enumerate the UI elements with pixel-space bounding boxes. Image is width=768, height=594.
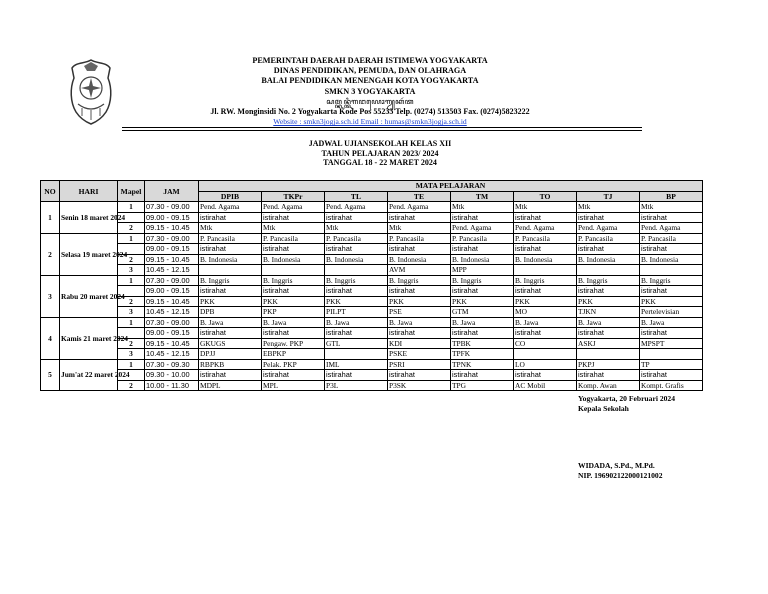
- subject-cell: GKUGS: [199, 338, 262, 349]
- subject-cell: istirahat: [325, 328, 388, 339]
- program-header-tj: TJ: [577, 191, 640, 202]
- subject-cell: P. Pancasila: [514, 233, 577, 244]
- table-row: [41, 349, 703, 360]
- subject-cell: CO: [514, 338, 577, 349]
- signature-name: WIDADA, S.Pd., M.Pd.: [578, 461, 655, 470]
- subject-cell: LO: [514, 359, 577, 370]
- time-slot: 07.30 - 09.00: [145, 317, 199, 328]
- break-row: [41, 286, 703, 297]
- subject-cell: MPP: [451, 265, 514, 276]
- program-header-to: TO: [514, 191, 577, 202]
- subject-cell: Mtk: [577, 202, 640, 213]
- subject-cell: B. Jawa: [577, 317, 640, 328]
- subject-cell: [514, 349, 577, 360]
- subject-cell: istirahat: [388, 244, 451, 255]
- subject-cell: B. Indonesia: [199, 254, 262, 265]
- subject-cell: istirahat: [262, 244, 325, 255]
- time-slot: 09.15 - 10.45: [145, 338, 199, 349]
- signature-block: [578, 394, 675, 414]
- time-slot: 07.30 - 09.30: [145, 359, 199, 370]
- time-slot: 10.45 - 12.15: [145, 307, 199, 318]
- header-mapel: Mapel: [118, 181, 145, 202]
- time-slot: 09.00 - 09.15: [145, 212, 199, 223]
- program-header-tm: TM: [451, 191, 514, 202]
- subject-cell: B. Jawa: [640, 317, 703, 328]
- subject-cell: GTM: [451, 307, 514, 318]
- subject-cell: istirahat: [262, 286, 325, 297]
- subject-cell: Pend. Agama: [451, 223, 514, 234]
- subject-cell: istirahat: [388, 212, 451, 223]
- subject-cell: istirahat: [514, 370, 577, 381]
- subject-cell: [262, 265, 325, 276]
- subject-cell: istirahat: [577, 328, 640, 339]
- subject-cell: [199, 265, 262, 276]
- subject-cell: PKK: [577, 296, 640, 307]
- subject-cell: P. Pancasila: [640, 233, 703, 244]
- table-row: [41, 275, 703, 286]
- subject-cell: P3SK: [388, 380, 451, 391]
- subject-cell: TP: [640, 359, 703, 370]
- subject-cell: MO: [514, 307, 577, 318]
- table-row: [41, 223, 703, 234]
- header-divider-thin: [122, 130, 642, 131]
- time-slot: 09.30 - 10.00: [145, 370, 199, 381]
- subject-cell: istirahat: [451, 244, 514, 255]
- session-number: 1: [118, 317, 145, 328]
- subject-cell: Mtk: [199, 223, 262, 234]
- session-number: 2: [118, 380, 145, 391]
- subject-cell: B. Indonesia: [325, 254, 388, 265]
- subject-cell: P. Pancasila: [325, 233, 388, 244]
- signature-place-date: Yogyakarta, 20 Februari 2024: [578, 394, 676, 403]
- subject-cell: B. Inggris: [514, 275, 577, 286]
- subject-cell: [577, 265, 640, 276]
- break-row: [41, 212, 703, 223]
- subject-cell: MPSPT: [640, 338, 703, 349]
- subject-cell: DPJJ: [199, 349, 262, 360]
- subject-cell: B. Indonesia: [262, 254, 325, 265]
- subject-cell: AVM: [388, 265, 451, 276]
- subject-cell: istirahat: [451, 370, 514, 381]
- subject-cell: PSRI: [388, 359, 451, 370]
- time-slot: 07.30 - 09.00: [145, 233, 199, 244]
- day-name: Kamis 21 maret 2024: [60, 317, 118, 359]
- time-slot: 09.15 - 10.45: [145, 296, 199, 307]
- subject-cell: [577, 349, 640, 360]
- subject-cell: Pelak. PKP: [262, 359, 325, 370]
- school-logo: [68, 58, 114, 126]
- session-number: 3: [118, 349, 145, 360]
- header-line-1: PEMERINTAH DAERAH DAERAH ISTIMEWA YOGYAKARTA: [252, 56, 488, 65]
- subject-cell: MPL: [262, 380, 325, 391]
- subject-cell: KDI: [388, 338, 451, 349]
- subject-cell: Mtk: [514, 202, 577, 213]
- subject-cell: istirahat: [577, 286, 640, 297]
- subject-cell: Pend. Agama: [199, 202, 262, 213]
- subject-cell: istirahat: [514, 286, 577, 297]
- subject-cell: B. Inggris: [199, 275, 262, 286]
- title-line-1: JADWAL UJIANSEKOLAH KELAS XII: [308, 139, 452, 148]
- subject-cell: Mtk: [640, 202, 703, 213]
- program-header-tkpr: TKPr: [262, 191, 325, 202]
- subject-cell: PKPJ: [577, 359, 640, 370]
- break-row: [41, 244, 703, 255]
- time-slot: 09.15 - 10.45: [145, 223, 199, 234]
- time-slot: 07.30 - 09.00: [145, 275, 199, 286]
- subject-cell: istirahat: [388, 370, 451, 381]
- subject-cell: P. Pancasila: [388, 233, 451, 244]
- subject-cell: P. Pancasila: [577, 233, 640, 244]
- subject-cell: istirahat: [640, 328, 703, 339]
- session-number: 2: [118, 223, 145, 234]
- subject-cell: B. Jawa: [262, 317, 325, 328]
- table-row: [41, 307, 703, 318]
- subject-cell: B. Inggris: [388, 275, 451, 286]
- subject-cell: PKK: [262, 296, 325, 307]
- signature-role: Kepala Sekolah: [578, 404, 629, 413]
- subject-cell: PKK: [640, 296, 703, 307]
- subject-cell: Pend. Agama: [325, 202, 388, 213]
- break-row: [41, 328, 703, 339]
- subject-cell: B. Indonesia: [388, 254, 451, 265]
- subject-cell: [640, 349, 703, 360]
- subject-cell: P3L: [325, 380, 388, 391]
- time-slot: 10.45 - 12.15: [145, 265, 199, 276]
- subject-cell: B. Inggris: [451, 275, 514, 286]
- session-number: 2: [118, 296, 145, 307]
- subject-cell: PKP: [262, 307, 325, 318]
- subject-cell: istirahat: [388, 328, 451, 339]
- header-line-4: SMKN 3 YOGYAKARTA: [324, 86, 416, 96]
- subject-cell: istirahat: [514, 328, 577, 339]
- subject-cell: B. Inggris: [640, 275, 703, 286]
- subject-cell: Pend. Agama: [577, 223, 640, 234]
- subject-cell: istirahat: [325, 370, 388, 381]
- subject-cell: B. Indonesia: [577, 254, 640, 265]
- header-mata-pelajaran: MATA PELAJARAN: [199, 181, 703, 192]
- header-address: Jl. RW. Monginsidi No. 2 Yogyakarta Kode Pos 55233 Telp. (0274) 513503 Fax. (0274)5823222: [210, 107, 530, 117]
- day-name: Selasa 19 maret 2024: [60, 233, 118, 275]
- session-number: 1: [118, 275, 145, 286]
- subject-cell: Mtk: [388, 223, 451, 234]
- time-slot: 10.00 - 11.30: [145, 380, 199, 391]
- subject-cell: B. Inggris: [262, 275, 325, 286]
- schedule-body: [41, 202, 703, 391]
- subject-cell: Mtk: [325, 223, 388, 234]
- subject-cell: PSE: [388, 307, 451, 318]
- day-number: 1: [41, 202, 60, 234]
- subject-cell: istirahat: [388, 286, 451, 297]
- table-row: [41, 338, 703, 349]
- subject-cell: [640, 265, 703, 276]
- subject-cell: B. Jawa: [325, 317, 388, 328]
- subject-cell: Kompt. Grafis: [640, 380, 703, 391]
- subject-cell: istirahat: [199, 286, 262, 297]
- table-row: [41, 265, 703, 276]
- subject-cell: istirahat: [262, 328, 325, 339]
- subject-cell: Pend. Agama: [388, 202, 451, 213]
- day-number: 4: [41, 317, 60, 359]
- subject-cell: B. Indonesia: [640, 254, 703, 265]
- subject-cell: ASKJ: [577, 338, 640, 349]
- subject-cell: istirahat: [325, 244, 388, 255]
- day-name: Jum'at 22 maret 2024: [60, 359, 118, 391]
- subject-cell: P. Pancasila: [199, 233, 262, 244]
- session-number: 2: [118, 254, 145, 265]
- session-number: 1: [118, 359, 145, 370]
- subject-cell: TJKN: [577, 307, 640, 318]
- subject-cell: PKK: [199, 296, 262, 307]
- subject-cell: TPG: [451, 380, 514, 391]
- title-line-2: TAHUN PELAJARAN 2023/ 2024: [321, 148, 439, 158]
- subject-cell: IML: [325, 359, 388, 370]
- subject-cell: DPB: [199, 307, 262, 318]
- subject-cell: P. Pancasila: [262, 233, 325, 244]
- time-slot: 09.00 - 09.15: [145, 328, 199, 339]
- session-number: 3: [118, 265, 145, 276]
- header-line-3: BALAI PENDIDIKAN MENENGAH KOTA YOGYAKARTA: [261, 76, 479, 86]
- subject-cell: istirahat: [262, 370, 325, 381]
- subject-cell: istirahat: [577, 244, 640, 255]
- subject-cell: istirahat: [199, 212, 262, 223]
- session-number: 1: [118, 202, 145, 213]
- subject-cell: B. Jawa: [199, 317, 262, 328]
- day-name: Senin 18 maret 2024: [60, 202, 118, 234]
- subject-cell: B. Jawa: [514, 317, 577, 328]
- subject-cell: B. Jawa: [451, 317, 514, 328]
- header-hari: HARI: [60, 181, 118, 202]
- title-line-3: TANGGAL 18 - 22 MARET 2024: [323, 158, 437, 167]
- time-slot: 09.00 - 09.15: [145, 244, 199, 255]
- header-jam: JAM: [145, 181, 199, 202]
- subject-cell: istirahat: [640, 286, 703, 297]
- letterhead: [190, 56, 550, 127]
- subject-cell: Pend. Agama: [262, 202, 325, 213]
- subject-cell: PKK: [451, 296, 514, 307]
- header-javanese-script: ꦱꦩ꧀ꦏꦤ꧀ꦠꦶꦒꦔꦪꦺꦴꦒꦾꦏꦂꦠ: [326, 96, 414, 106]
- program-header-tl: TL: [325, 191, 388, 202]
- break-row: [41, 370, 703, 381]
- time-slot: 10.45 - 12.15: [145, 349, 199, 360]
- subject-cell: PSKE: [388, 349, 451, 360]
- exam-schedule-table: [40, 180, 703, 391]
- subject-cell: TPFK: [451, 349, 514, 360]
- session-number: 3: [118, 307, 145, 318]
- subject-cell: B. Jawa: [388, 317, 451, 328]
- subject-cell: istirahat: [199, 370, 262, 381]
- subject-cell: AC Mobil: [514, 380, 577, 391]
- subject-cell: [325, 265, 388, 276]
- signature-nip: NIP. 196902122000121002: [578, 471, 663, 480]
- subject-cell: istirahat: [640, 244, 703, 255]
- subject-cell: Mtk: [262, 223, 325, 234]
- subject-cell: [514, 265, 577, 276]
- subject-cell: Pend. Agama: [640, 223, 703, 234]
- day-name: Rabu 20 maret 2024: [60, 275, 118, 317]
- subject-cell: istirahat: [451, 286, 514, 297]
- subject-cell: istirahat: [325, 286, 388, 297]
- time-slot: 09.00 - 09.15: [145, 286, 199, 297]
- subject-cell: istirahat: [514, 244, 577, 255]
- subject-cell: B. Indonesia: [514, 254, 577, 265]
- subject-cell: istirahat: [640, 370, 703, 381]
- subject-cell: Mtk: [451, 202, 514, 213]
- subject-cell: istirahat: [451, 212, 514, 223]
- table-row: [41, 254, 703, 265]
- program-header-dpib: DPIB: [199, 191, 262, 202]
- header-divider: [122, 127, 642, 128]
- subject-cell: istirahat: [325, 212, 388, 223]
- subject-cell: P. Pancasila: [451, 233, 514, 244]
- subject-cell: MDPL: [199, 380, 262, 391]
- program-header-bp: BP: [640, 191, 703, 202]
- subject-cell: PKK: [514, 296, 577, 307]
- subject-cell: [325, 349, 388, 360]
- subject-cell: istirahat: [640, 212, 703, 223]
- subject-cell: Pend. Agama: [514, 223, 577, 234]
- document-title: [200, 139, 560, 168]
- program-header-te: TE: [388, 191, 451, 202]
- day-number: 5: [41, 359, 60, 391]
- table-row: [41, 380, 703, 391]
- subject-cell: PILPT: [325, 307, 388, 318]
- header-line-2: DINAS PENDIDIKAN, PEMUDA, DAN OLAHRAGA: [273, 66, 467, 76]
- subject-cell: PKK: [325, 296, 388, 307]
- time-slot: 09.15 - 10.45: [145, 254, 199, 265]
- subject-cell: RBPKB: [199, 359, 262, 370]
- time-slot: 07.30 - 09.00: [145, 202, 199, 213]
- subject-cell: Pengaw. PKP: [262, 338, 325, 349]
- day-number: 2: [41, 233, 60, 275]
- table-row: [41, 202, 703, 213]
- subject-cell: TPBK: [451, 338, 514, 349]
- table-row: [41, 296, 703, 307]
- subject-cell: istirahat: [577, 370, 640, 381]
- table-row: [41, 359, 703, 370]
- header-website-link[interactable]: Website : smkn3jogja.sch.id Email : humas@smkn3jogja.sch.id: [273, 117, 467, 127]
- subject-cell: PKK: [388, 296, 451, 307]
- subject-cell: EBPKP: [262, 349, 325, 360]
- header-no: NO: [41, 181, 60, 202]
- subject-cell: istirahat: [577, 212, 640, 223]
- subject-cell: B. Inggris: [325, 275, 388, 286]
- signature-name-block: [578, 461, 663, 481]
- session-number: 2: [118, 338, 145, 349]
- subject-cell: TPNK: [451, 359, 514, 370]
- subject-cell: B. Inggris: [577, 275, 640, 286]
- table-row: [41, 317, 703, 328]
- subject-cell: GTL: [325, 338, 388, 349]
- day-number: 3: [41, 275, 60, 317]
- subject-cell: istirahat: [199, 244, 262, 255]
- session-number: 1: [118, 233, 145, 244]
- subject-cell: Komp. Awan: [577, 380, 640, 391]
- table-row: [41, 233, 703, 244]
- subject-cell: istirahat: [514, 212, 577, 223]
- subject-cell: Pertelevisian: [640, 307, 703, 318]
- subject-cell: istirahat: [199, 328, 262, 339]
- subject-cell: istirahat: [262, 212, 325, 223]
- subject-cell: B. Indonesia: [451, 254, 514, 265]
- subject-cell: istirahat: [451, 328, 514, 339]
